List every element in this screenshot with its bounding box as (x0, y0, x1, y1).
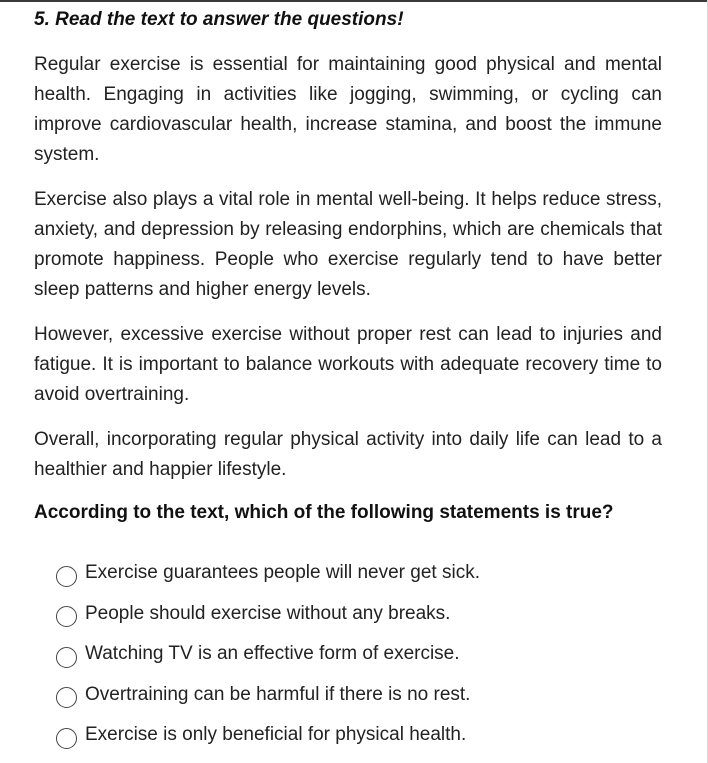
passage-paragraph-3: However, excessive exercise without proper rest can lead to injuries and fatigue. It is important to balance workouts with adequate recovery time to avoid overtraining. (34, 324, 662, 405)
radio-button-icon[interactable] (56, 728, 77, 749)
answer-option-4[interactable] (56, 675, 662, 716)
answer-option-2[interactable] (56, 594, 662, 635)
answer-option-label: People should exercise without any breaks. (85, 602, 451, 624)
question-prompt: According to the text, which of the following statements is true? (34, 502, 614, 523)
passage-paragraph-4: Overall, incorporating regular physical activity into daily life can lead to a healthier and happier lifestyle. (34, 429, 662, 480)
radio-button-icon[interactable] (56, 687, 77, 708)
question-card (34, 8, 662, 756)
answer-options (56, 553, 662, 756)
radio-button-icon[interactable] (56, 606, 77, 627)
answer-option-label: Exercise is only beneficial for physical health. (85, 724, 467, 746)
answer-option-3[interactable] (56, 634, 662, 675)
question-title: 5. Read the text to answer the questions! (34, 9, 404, 30)
reading-passage (34, 50, 662, 485)
passage-paragraph-2: Exercise also plays a vital role in mental well-being. It helps reduce stress, anxiety, and depression by releasing endorphins, which are chemicals that promote happiness. People who exercise regularly tend to have better sleep patterns and higher energy levels. (34, 189, 662, 300)
answer-option-1[interactable] (56, 553, 662, 594)
answer-option-label: Exercise guarantees people will never get sick. (85, 562, 480, 584)
radio-button-icon[interactable] (56, 566, 77, 587)
answer-option-label: Watching TV is an effective form of exercise. (85, 643, 460, 665)
passage-paragraph-1: Regular exercise is essential for maintaining good physical and mental health. Engaging in activities like jogging, swimming, or cycling can improve cardiovascular health, increase stamina, and boost the immune system. (34, 54, 662, 165)
answer-option-label: Overtraining can be harmful if there is no rest. (85, 683, 471, 705)
radio-button-icon[interactable] (56, 647, 77, 668)
top-divider (0, 0, 708, 2)
answer-option-5[interactable] (56, 715, 662, 756)
